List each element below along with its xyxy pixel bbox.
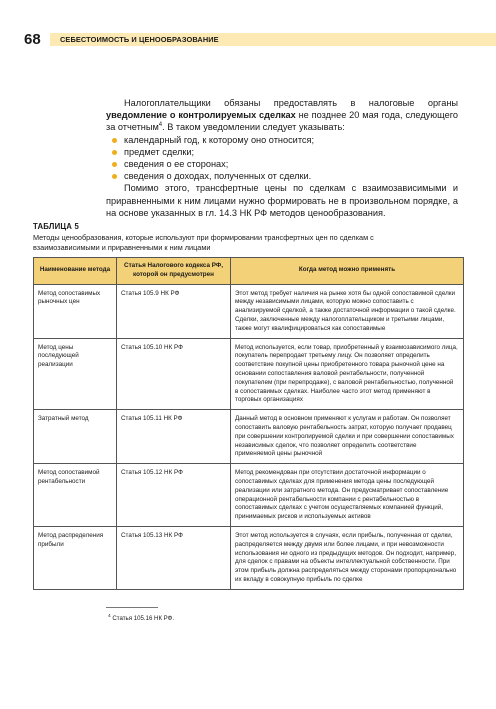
intro-paragraph-1 [106,97,458,134]
method-cell: Метод распределения прибыли [34,526,117,589]
method-cell: Метод сопоставимых рыночных цен [34,284,117,338]
when-cell: Данный метод в основном применяют к услугам и работам. Он позволяет сопоставить валовую рентабельность затрат, которую получает продавец при совершении контролируемой сделки и при совершении сопоставимых независимых сделок, что позволяет определить соответствие применяемой цены рыночной [231,410,464,464]
table-row [34,526,464,589]
intro-paragraph-2: Помимо этого, трансфертные цены по сделкам с взаимозависимыми и приравненными к ним лицами нужно формировать не в произвольном порядке, а на основе указанных в гл. 14.3 НК РФ методов ценообразования. [106,183,458,218]
article-cell: Статья 105.9 НК РФ [117,284,231,338]
table-title: ТАБЛИЦА 5 [33,222,80,231]
article-cell: Статья 105.10 НК РФ [117,338,231,410]
header-when: Когда метод можно применять [231,258,464,285]
table-row [34,410,464,464]
footnote-divider [106,607,158,608]
article-cell: Статья 105.11 НК РФ [117,410,231,464]
section-title: СЕБЕСТОИМОСТЬ И ЦЕНООБРАЗОВАНИЕ [60,35,219,44]
intro-p1-bold: уведомление о контролируемых сделках [106,110,296,121]
when-cell: Этот метод используется в случаях, если прибыль, полученная от сделки, распределяется между двумя или более лицами, и при невозможности использования ни одного из предыдущих методов. Он подходит, например, для сделок с правами на объекты интеллектуальной собственности. При этом прибыль должна распределяться между сторонами пропорционально их вкладу в совокупную прибыль по сделке [231,526,464,589]
header-article: Статья Налогового кодекса РФ, которой он предусмотрен [117,258,231,285]
table-row [34,284,464,338]
intro-p1-after: не позднее 20 мая года, следующего за отчетным [106,110,458,133]
methods-table [33,257,464,590]
method-cell: Метод цены последующей реализации [34,338,117,410]
when-cell: Метод рекомендован при отсутствии достаточной информации о сопоставимых сделках для применения метода цены последующей реализации или затратного метода. Он предусматривает сопоставление операционной рентабельности компании с рентабельностью в сопоставимых сделках с учетом осуществляемых компанией функций, принимаемых рисков и используемых активов [231,464,464,527]
list-item: сведения о ее сторонах; [110,158,458,170]
footnote-text: Статья 105.16 НК РФ. [112,615,175,623]
intro-text [106,97,458,219]
article-cell: Статья 105.12 НК РФ [117,464,231,527]
intro-p1-end: . В таком уведомлении следует указывать: [162,122,345,133]
list-item: предмет сделки; [110,146,458,158]
footnote-number: 4 [108,614,111,619]
table-row [34,338,464,410]
method-cell: Метод сопоставимой рентабельности [34,464,117,527]
list-item: сведения о доходах, полученных от сделки. [110,170,458,182]
intro-bullet-list [106,134,458,183]
header-method: Наименование метода [34,258,117,285]
method-cell: Затратный метод [34,410,117,464]
table-row [34,464,464,527]
footnote-ref: 4 [158,122,163,129]
table-header-row [34,258,464,285]
page-number: 68 [24,31,41,48]
article-cell: Статья 105.13 НК РФ [117,526,231,589]
list-item: календарный год, к которому оно относится; [110,134,458,146]
when-cell: Этот метод требует наличия на рынке хотя бы одной сопоставимой сделки между независимыми лицами, которую можно сопоставить с анализируемой сделкой, а также достаточной информации о такой сделке. Сделки, заключенные между налогоплательщиком и третьими лицами, также могут квалифицироваться как сопоставимые [231,284,464,338]
when-cell: Метод используется, если товар, приобретенный у взаимозависимого лица, покупатель перепродает третьему лицу. Он позволяет определить соответствие покупной цены приобретенного товара рыночной цене на основании сопоставления валовой рентабельности, полученной покупателем (при перепродаже), с валовой рентабельностью, полученной в сопоставимых сделках. Наиболее часто этот метод применяют в торговых организациях [231,338,464,410]
footnote [108,614,174,622]
table-caption: Методы ценообразования, которые используют при формировании трансфертных цен по сделкам с взаимозависимыми и приравненными к ним лицами [33,233,374,253]
intro-p1-before: Налогоплательщики обязаны предоставлять в налоговые органы [124,98,458,108]
page-header [24,31,496,49]
